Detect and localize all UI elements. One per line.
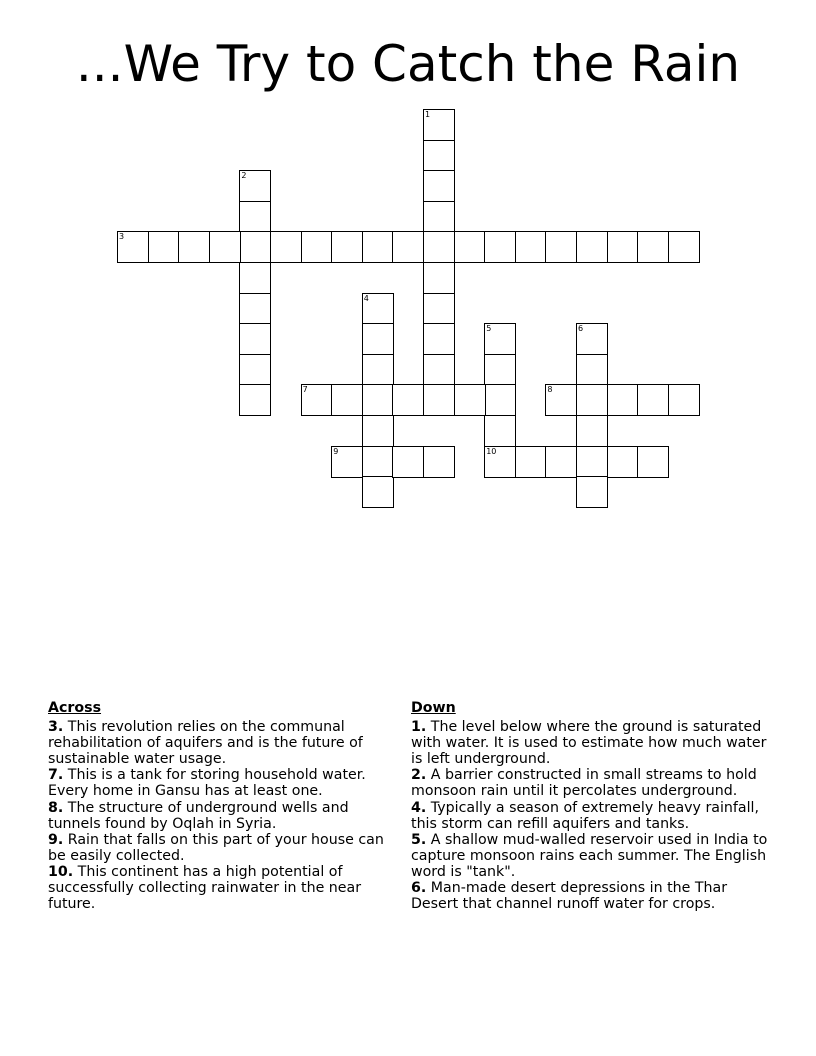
grid-cell[interactable] <box>209 231 241 263</box>
grid-cell[interactable] <box>576 323 608 355</box>
across-clues <box>48 700 388 912</box>
clue-across-10: 10. This continent has a high potential of successfully collecting rainwater in the near future. <box>48 863 362 913</box>
grid-cell[interactable] <box>576 446 608 478</box>
grid-cell[interactable] <box>239 201 271 233</box>
clue-down-5: 5. A shallow mud-walled reservoir used in India to capture monsoon rains each summer. The English word is "tank". <box>411 831 768 880</box>
grid-cell[interactable] <box>362 293 394 325</box>
grid-cell[interactable] <box>331 446 363 478</box>
grid-cell[interactable] <box>362 231 394 263</box>
grid-cell[interactable] <box>362 476 394 508</box>
grid-cell[interactable] <box>148 231 180 263</box>
grid-cell[interactable] <box>362 446 394 478</box>
grid-cell[interactable] <box>301 384 333 416</box>
grid-cell[interactable] <box>484 446 516 478</box>
grid-cell[interactable] <box>545 446 577 478</box>
grid-cell[interactable] <box>178 231 210 263</box>
clue-down-6: 6. Man-made desert depressions in the Thar Desert that channel runoff water for crops. <box>411 880 728 913</box>
grid-cell[interactable] <box>576 354 608 386</box>
cell-number: 7 <box>302 385 308 395</box>
grid-cell[interactable] <box>423 446 455 478</box>
clue-across-3: 3. This revolution relies on the communal rehabilitation of aquifers and is the future of sustainable water usage. <box>48 719 363 768</box>
cell-number: 4 <box>363 293 369 303</box>
clue-across-7: 7. This is a tank for storing household water. Every home in Gansu has at least one. <box>48 767 366 800</box>
down-clues <box>411 700 771 912</box>
cell-number: 9 <box>333 446 339 456</box>
grid-cell[interactable] <box>576 384 608 416</box>
grid-cell[interactable] <box>423 201 455 233</box>
clue-down-4: 4. Typically a season of extremely heavy rainfall, this storm can refill aquifers and tanks. <box>411 799 759 832</box>
grid-cell[interactable] <box>301 231 333 263</box>
grid-cell[interactable] <box>454 384 486 416</box>
grid-cell[interactable] <box>668 231 700 263</box>
grid-cell[interactable] <box>607 231 639 263</box>
across-heading: Across <box>48 700 102 716</box>
grid-cell[interactable] <box>484 323 516 355</box>
grid-cell[interactable] <box>607 446 639 478</box>
grid-cell[interactable] <box>454 231 486 263</box>
grid-cell[interactable] <box>423 170 455 202</box>
grid-cell[interactable] <box>484 384 516 416</box>
grid-cell[interactable] <box>362 384 394 416</box>
grid-cell[interactable] <box>423 354 455 386</box>
clue-across-8: 8. The structure of underground wells and tunnels found by Oqlah in Syria. <box>48 799 349 832</box>
grid-cell[interactable] <box>637 446 669 478</box>
grid-cell[interactable] <box>239 293 271 325</box>
grid-cell[interactable] <box>239 323 271 355</box>
grid-cell[interactable] <box>239 231 271 263</box>
cell-number: 6 <box>578 324 584 334</box>
grid-cell[interactable] <box>362 354 394 386</box>
grid-cell[interactable] <box>576 476 608 508</box>
grid-cell[interactable] <box>515 231 547 263</box>
cell-number: 3 <box>119 232 125 242</box>
grid-cell[interactable] <box>423 262 455 294</box>
cell-number: 8 <box>547 385 553 395</box>
grid-cell[interactable] <box>423 140 455 172</box>
grid-cell[interactable] <box>515 446 547 478</box>
grid-cell[interactable] <box>576 231 608 263</box>
clue-down-1: 1. The level below where the ground is saturated with water. It is used to estimate how much water is left underground. <box>411 719 767 768</box>
grid-cell[interactable] <box>362 323 394 355</box>
grid-cell[interactable] <box>270 231 302 263</box>
clue-across-9: 9. Rain that falls on this part of your house can be easily collected. <box>48 831 384 864</box>
grid-cell[interactable] <box>637 231 669 263</box>
grid-cell[interactable] <box>423 323 455 355</box>
grid-cell[interactable] <box>423 109 455 141</box>
grid-cell[interactable] <box>423 231 455 263</box>
grid-cell[interactable] <box>484 415 516 447</box>
cell-number: 5 <box>486 324 492 334</box>
grid-cell[interactable] <box>239 384 271 416</box>
grid-cell[interactable] <box>392 231 424 263</box>
grid-cell[interactable] <box>392 446 424 478</box>
grid-cell[interactable] <box>239 262 271 294</box>
grid-cell[interactable] <box>576 415 608 447</box>
grid-cell[interactable] <box>545 384 577 416</box>
grid-cell[interactable] <box>331 231 363 263</box>
grid-cell[interactable] <box>484 354 516 386</box>
grid-cell[interactable] <box>331 384 363 416</box>
grid-cell[interactable] <box>239 170 271 202</box>
down-heading: Down <box>411 700 456 716</box>
grid-cell[interactable] <box>423 293 455 325</box>
cell-number: 2 <box>241 171 247 181</box>
grid-cell[interactable] <box>607 384 639 416</box>
grid-cell[interactable] <box>392 384 424 416</box>
cell-number: 10 <box>486 446 497 456</box>
clue-down-2: 2. A barrier constructed in small streams to hold monsoon rain until it percolates underground. <box>411 767 757 800</box>
grid-cell[interactable] <box>484 231 516 263</box>
puzzle-title: ...We Try to Catch the Rain <box>75 35 741 93</box>
grid-cell[interactable] <box>545 231 577 263</box>
grid-cell[interactable] <box>668 384 700 416</box>
grid-cell[interactable] <box>423 384 455 416</box>
cell-number: 1 <box>425 110 431 119</box>
grid-cell[interactable] <box>637 384 669 416</box>
grid-cell[interactable] <box>117 231 149 263</box>
grid-cell[interactable] <box>239 354 271 386</box>
grid-cell[interactable] <box>362 415 394 447</box>
